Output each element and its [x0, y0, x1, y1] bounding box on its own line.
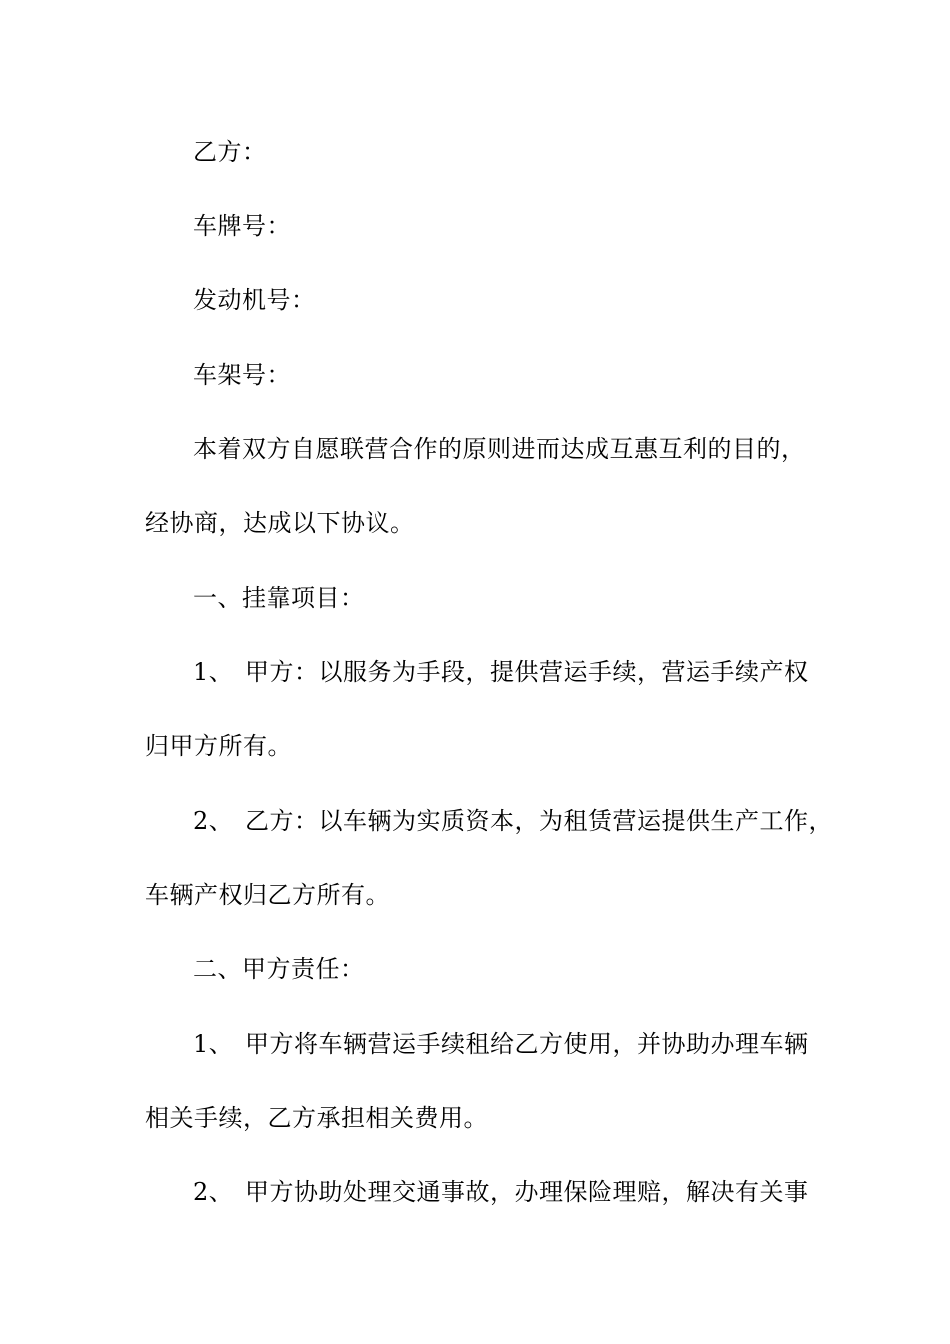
item-text: 甲方：以服务为手段，提供营运手续，营运手续产权 — [245, 658, 809, 686]
item-text: 甲方将车辆营运手续租给乙方使用，并协助办理车辆 — [245, 1030, 809, 1058]
item-text: 甲方协助处理交通事故，办理保险理赔，解决有关事 — [245, 1178, 809, 1206]
item-text: 乙方：以车辆为实质资本，为租赁营运提供生产工作， — [245, 807, 833, 835]
section-1-item-1-cont: 归甲方所有。 — [145, 732, 292, 760]
preamble-line-2: 经协商，达成以下协议。 — [145, 509, 415, 537]
plate-number-field: 车牌号： — [193, 212, 291, 240]
item-number: 2、 — [193, 1178, 234, 1206]
section-1-item-1 — [193, 657, 873, 687]
item-number: 1、 — [193, 1030, 234, 1058]
section-1-item-2 — [193, 806, 873, 836]
section-1-heading: 一、挂靠项目： — [193, 584, 365, 612]
section-2-item-1 — [193, 1029, 873, 1059]
section-1-item-2-cont: 车辆产权归乙方所有。 — [145, 881, 390, 909]
item-number: 1、 — [193, 658, 234, 686]
section-2-item-1-cont: 相关手续，乙方承担相关费用。 — [145, 1104, 488, 1132]
item-number: 2、 — [193, 807, 234, 835]
section-2-item-2 — [193, 1177, 873, 1207]
party-b-field: 乙方： — [193, 138, 267, 166]
section-2-heading: 二、甲方责任： — [193, 955, 365, 983]
preamble-line-1: 本着双方自愿联营合作的原则进而达成互惠互利的目的， — [193, 435, 806, 463]
engine-number-field: 发动机号： — [193, 286, 316, 314]
frame-number-field: 车架号： — [193, 361, 291, 389]
